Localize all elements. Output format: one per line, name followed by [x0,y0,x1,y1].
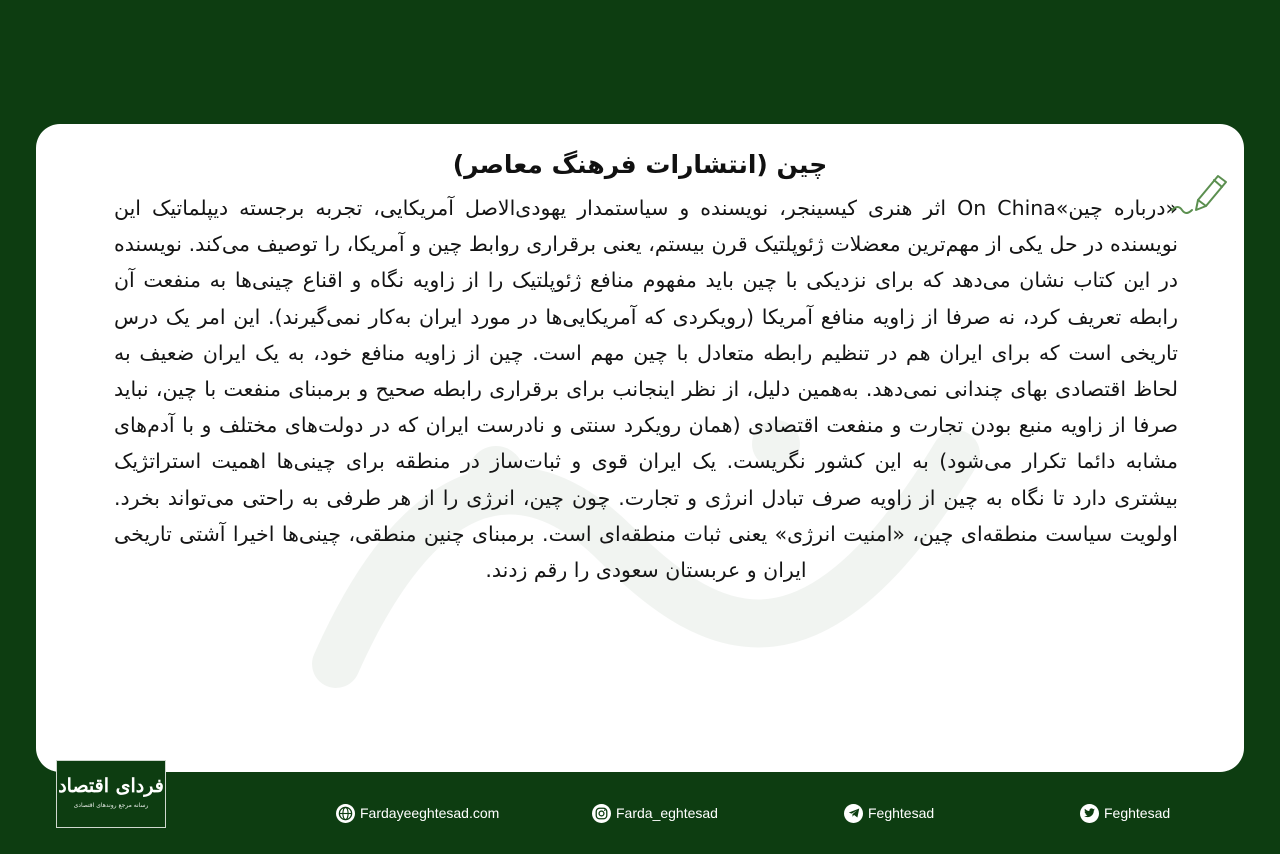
twitter-icon [1080,804,1099,823]
article-body: «درباره چین»On China اثر هنری کیسینجر، نویسنده و سیاستمدار یهودی‌الاصل آمریکایی، تجربه برجسته دیپلماتیک این نویسنده در حل یکی از مهم‌ترین معضلات ژئوپلتیک قرن بیستم، یعنی برقراری روابط چین و آمریکا، را توصیف می‌کند. نویسنده در این کتاب نشان می‌دهد که برای نزدیکی با چین باید مفهوم منافع ژئوپلتیک را از زاویه نگاه و اقناع چینی‌ها به منفعت آن رابطه تعریف کرد، نه صرفا از زاویه منافع آمریکا (رویکردی که آمریکایی‌ها در مورد ایران به‌کار نمی‌گیرند). این امر یک درس تاریخی است که برای ایران هم در تنظیم رابطه متعادل با چین مهم است. چین از زاویه منافع خود، به یک ایران ضعیف به لحاظ اقتصادی بهای چندانی نمی‌دهد. به‌همین دلیل، از نظر اینجانب برای برقراری رابطه صحیح و برمبنای منفعت با چین، نباید صرفا از زاویه منبع بودن تجارت و منفعت اقتصادی (همان رویکرد سنتی و نادرست ایران که در دولت‌های مختلف و با آدم‌های مشابه دائما تکرار می‌شود) به این کشور نگریست. یک ایران قوی و ثبات‌ساز در منطقه برای چینی‌ها اهمیت استراتژیک بیشتری دارد تا نگاه به چین از زاویه صرف تبادل انرژی و تجارت. چون چین، انرژی را از هر طرفی به راحتی می‌تواند بخرد. اولویت سیاست منطقه‌ای چین، «امنیت انرژی» یعنی ثبات منطقه‌ای است. برمبنای چنین منطقی، چینی‌ها اخیرا آشتی تاریخی ایران و عربستان سعودی را رقم زدند. [114,196,1179,583]
instagram-icon [592,804,611,823]
globe-icon [336,804,355,823]
brand-logo[interactable] [56,760,166,828]
footer-instagram[interactable] [592,802,718,824]
content-card [36,124,1244,772]
brand-tagline: رسانه مرجع روندهای اقتصادی [73,802,149,809]
pencil-icon [1168,170,1232,220]
footer-telegram[interactable] [844,802,934,824]
telegram-label: Feghtesad [868,805,935,821]
instagram-label: Farda_eghtesad [616,805,718,821]
twitter-label: Feghtesad [1104,805,1171,821]
website-label: Fardayeeghtesad.com [360,805,500,821]
page-title: چین (انتشارات فرهنگ معاصر) [452,150,828,179]
footer-website[interactable] [336,802,499,824]
brand-name: فردای اقتصاد [58,775,164,797]
telegram-icon [844,804,863,823]
footer-twitter[interactable] [1080,802,1170,824]
